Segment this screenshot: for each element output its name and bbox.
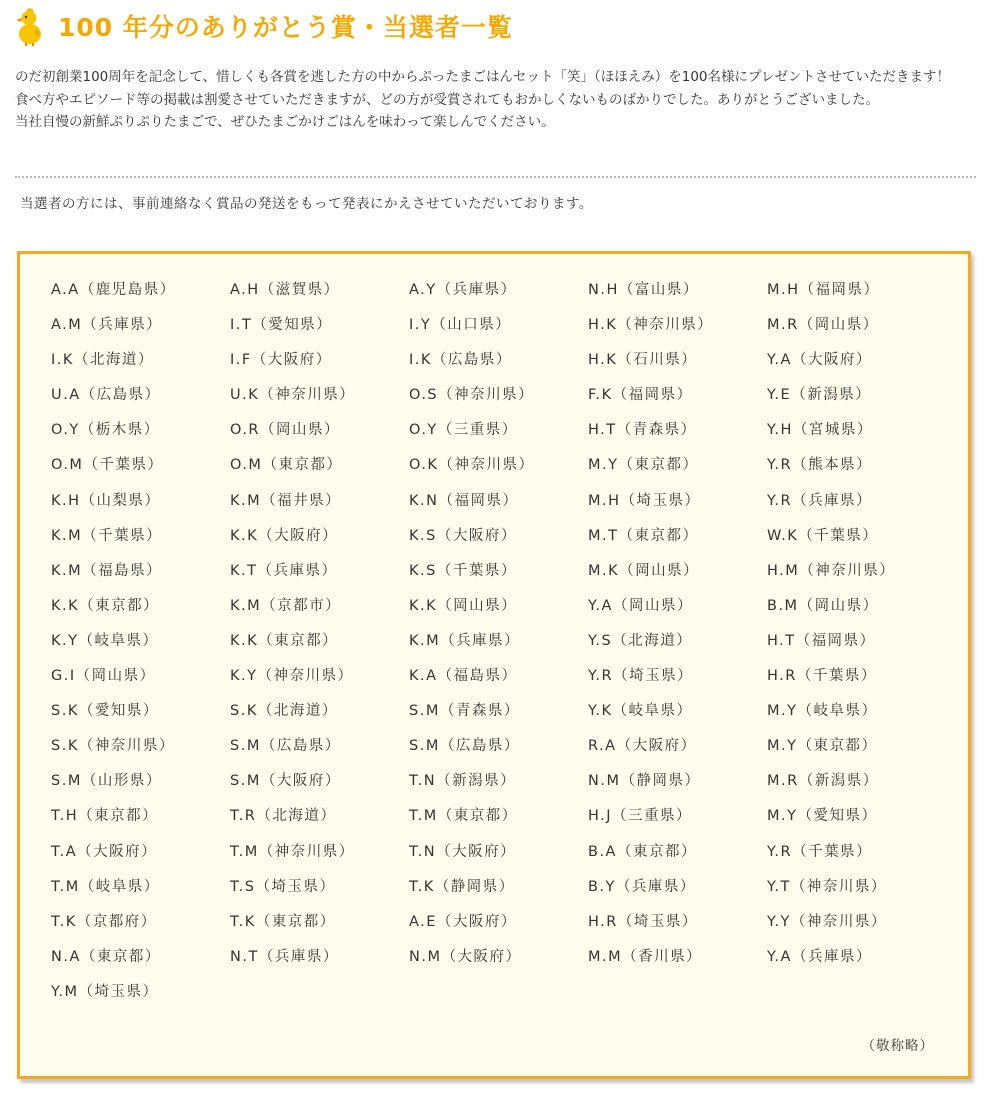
winner-entry: O.S（神奈川県） bbox=[409, 387, 535, 404]
chick-icon bbox=[14, 6, 44, 46]
winner-entry: I.F（大阪府） bbox=[230, 352, 332, 369]
winner-entry: Y.R（千葉県） bbox=[767, 843, 873, 860]
winner-entry: K.N（福岡県） bbox=[409, 492, 519, 509]
winner-entry: H.M（神奈川県） bbox=[767, 562, 896, 579]
winner-entry: I.Y（山口県） bbox=[409, 317, 512, 334]
winner-entry: F.K（福岡県） bbox=[588, 387, 693, 404]
page-header bbox=[14, 6, 513, 46]
winner-entry: K.M（福島県） bbox=[51, 562, 163, 579]
winner-entry: U.A（広島県） bbox=[51, 387, 161, 404]
winner-entry: K.K（東京都） bbox=[51, 597, 160, 614]
winner-entry: K.M（京都市） bbox=[230, 597, 342, 614]
winner-entry: N.T（兵庫県） bbox=[230, 948, 339, 965]
winner-entry: T.K（静岡県） bbox=[409, 878, 515, 895]
winner-entry: B.Y（兵庫県） bbox=[588, 878, 696, 895]
winner-entry: Y.E（新潟県） bbox=[767, 387, 872, 404]
winner-entry: B.A（東京都） bbox=[588, 843, 697, 860]
winner-entry: R.A（大阪府） bbox=[588, 738, 697, 755]
winner-entry: T.R（北海道） bbox=[230, 808, 337, 825]
winner-entry: I.K（広島県） bbox=[409, 352, 512, 369]
winner-entry: O.K（神奈川県） bbox=[409, 457, 535, 474]
winner-entry: K.M（福井県） bbox=[230, 492, 342, 509]
winner-entry: K.S（大阪府） bbox=[409, 527, 517, 544]
winner-entry: Y.R（埼玉県） bbox=[588, 668, 694, 685]
winner-entry: Y.S（北海道） bbox=[588, 632, 693, 649]
winner-entry: S.M（広島県） bbox=[409, 738, 520, 755]
winner-entry: T.K（京都府） bbox=[51, 913, 157, 930]
winner-entry: T.M（東京都） bbox=[409, 808, 518, 825]
winner-entry: K.Y（神奈川県） bbox=[230, 668, 354, 685]
winners-box bbox=[17, 251, 971, 1079]
winner-entry: H.K（石川県） bbox=[588, 352, 698, 369]
winner-entry: W.K（千葉県） bbox=[767, 527, 879, 544]
winner-entry: H.R（埼玉県） bbox=[588, 913, 698, 930]
winner-entry: K.M（千葉県） bbox=[51, 527, 163, 544]
winner-entry: S.K（愛知県） bbox=[51, 703, 159, 720]
winner-entry: B.M（岡山県） bbox=[767, 597, 879, 614]
winner-entry: I.T（愛知県） bbox=[230, 317, 333, 334]
winners-list bbox=[51, 273, 946, 1010]
winner-entry: M.T（東京都） bbox=[588, 527, 699, 544]
winner-entry: Y.A（大阪府） bbox=[767, 352, 872, 369]
winner-entry: M.H（福岡県） bbox=[767, 282, 880, 298]
winner-entry: S.M（広島県） bbox=[230, 738, 341, 755]
winner-entry: M.K（岡山県） bbox=[588, 562, 700, 579]
winner-entry: M.M（香川県） bbox=[588, 948, 703, 965]
winner-entry: N.M（静岡県） bbox=[588, 773, 701, 790]
winner-entry: T.S（埼玉県） bbox=[230, 878, 336, 895]
winner-entry: A.Y（兵庫県） bbox=[409, 282, 517, 298]
winner-entry: Y.H（宮城県） bbox=[767, 422, 873, 439]
winner-entry: M.Y（愛知県） bbox=[767, 808, 878, 825]
intro-line: 当社自慢の新鮮ぷりぷりたまごで、ぜひたまごかけごはんを味わって楽しんでください。 bbox=[15, 114, 555, 130]
winner-entry: M.Y（東京都） bbox=[588, 457, 699, 474]
winner-entry: O.R（岡山県） bbox=[230, 422, 341, 439]
intro-text bbox=[15, 66, 975, 134]
winner-entry: K.K（東京都） bbox=[230, 632, 339, 649]
winner-entry: Y.R（熊本県） bbox=[767, 457, 873, 474]
winner-entry: A.H（滋賀県） bbox=[230, 282, 340, 298]
winner-entry: M.Y（東京都） bbox=[767, 738, 878, 755]
winner-entry: Y.A（岡山県） bbox=[588, 597, 693, 614]
winner-entry: T.M（神奈川県） bbox=[230, 843, 355, 860]
winner-entry: M.H（埼玉県） bbox=[588, 492, 701, 509]
winner-entry: H.K（神奈川県） bbox=[588, 317, 714, 334]
winner-entry: O.Y（栃木県） bbox=[51, 422, 160, 439]
winner-entry: A.A（鹿児島県） bbox=[51, 282, 176, 298]
winner-entry: O.Y（三重県） bbox=[409, 422, 518, 439]
winner-entry: H.R（千葉県） bbox=[767, 668, 877, 685]
winner-entry: H.J（三重県） bbox=[588, 808, 693, 825]
intro-line: のだ初創業100周年を記念して、惜しくも各賞を逃した方の中からぷったまごはんセット「笑」（ほほえみ）を100名様にプレゼントさせていただきます！ bbox=[15, 69, 950, 85]
winner-entry: K.Y（岐阜県） bbox=[51, 632, 159, 649]
winner-entry: M.Y（岐阜県） bbox=[767, 703, 878, 720]
winner-entry: Y.M（埼玉県） bbox=[51, 983, 159, 1000]
winner-entry: K.K（大阪府） bbox=[230, 527, 339, 544]
winner-entry: K.M（兵庫県） bbox=[409, 632, 521, 649]
winner-entry: M.R（新潟県） bbox=[767, 773, 879, 790]
winner-entry: S.K（北海道） bbox=[230, 703, 338, 720]
winner-entry: S.K（神奈川県） bbox=[51, 738, 175, 755]
winner-entry: T.K（東京都） bbox=[230, 913, 336, 930]
winner-entry: K.A（福島県） bbox=[409, 668, 518, 685]
winner-entry: G.I（岡山県） bbox=[51, 668, 156, 685]
winner-entry: S.M（青森県） bbox=[409, 703, 520, 720]
winner-entry: Y.R（兵庫県） bbox=[767, 492, 873, 509]
dotted-divider bbox=[15, 176, 976, 178]
winner-entry: O.M（東京都） bbox=[230, 457, 343, 474]
winner-entry: K.H（山梨県） bbox=[51, 492, 161, 509]
winner-entry: H.T（福岡県） bbox=[767, 632, 876, 649]
winner-entry: K.S（千葉県） bbox=[409, 562, 517, 579]
winner-entry: Y.T（神奈川県） bbox=[767, 878, 887, 895]
intro-line: 食べ方やエピソード等の掲載は割愛させていただきますが、どの方が受賞されてもおかしくないものばかりでした。ありがとうございました。 bbox=[15, 91, 879, 108]
winner-entry: Y.K（岐阜県） bbox=[588, 703, 693, 720]
winner-entry: Y.A（兵庫県） bbox=[767, 948, 872, 965]
winner-entry: O.M（千葉県） bbox=[51, 457, 164, 474]
winner-entry: K.K（岡山県） bbox=[409, 597, 518, 614]
winner-entry: U.K（神奈川県） bbox=[230, 387, 356, 404]
winner-entry: K.T（兵庫県） bbox=[230, 562, 338, 579]
winner-entry: N.H（富山県） bbox=[588, 282, 699, 298]
winner-entry: T.M（岐阜県） bbox=[51, 878, 160, 895]
page-title: 100 年分のありがとう賞・当選者一覧 bbox=[58, 13, 513, 42]
winner-entry: A.M（兵庫県） bbox=[51, 317, 163, 334]
honorific-note: （敬称略） bbox=[861, 1038, 934, 1054]
winner-entry: T.A（大阪府） bbox=[51, 843, 158, 860]
winner-entry: H.T（青森県） bbox=[588, 422, 697, 439]
winner-entry: M.R（岡山県） bbox=[767, 317, 879, 334]
winner-entry: N.M（大阪府） bbox=[409, 948, 522, 965]
winner-entry: S.M（山形県） bbox=[51, 773, 162, 790]
winner-entry: T.H（東京都） bbox=[51, 808, 159, 825]
winner-entry: T.N（新潟県） bbox=[409, 773, 517, 790]
winner-entry: I.K（北海道） bbox=[51, 352, 154, 369]
winner-entry: T.N（大阪府） bbox=[409, 843, 517, 860]
winner-entry: A.E（大阪府） bbox=[409, 913, 517, 930]
winner-entry: S.M（大阪府） bbox=[230, 773, 341, 790]
notice-text: 当選者の方には、事前連絡なく賞品の発送をもって発表にかえさせていただいております。 bbox=[20, 196, 593, 212]
winner-entry: N.A（東京都） bbox=[51, 948, 161, 965]
winner-entry: Y.Y（神奈川県） bbox=[767, 913, 887, 930]
